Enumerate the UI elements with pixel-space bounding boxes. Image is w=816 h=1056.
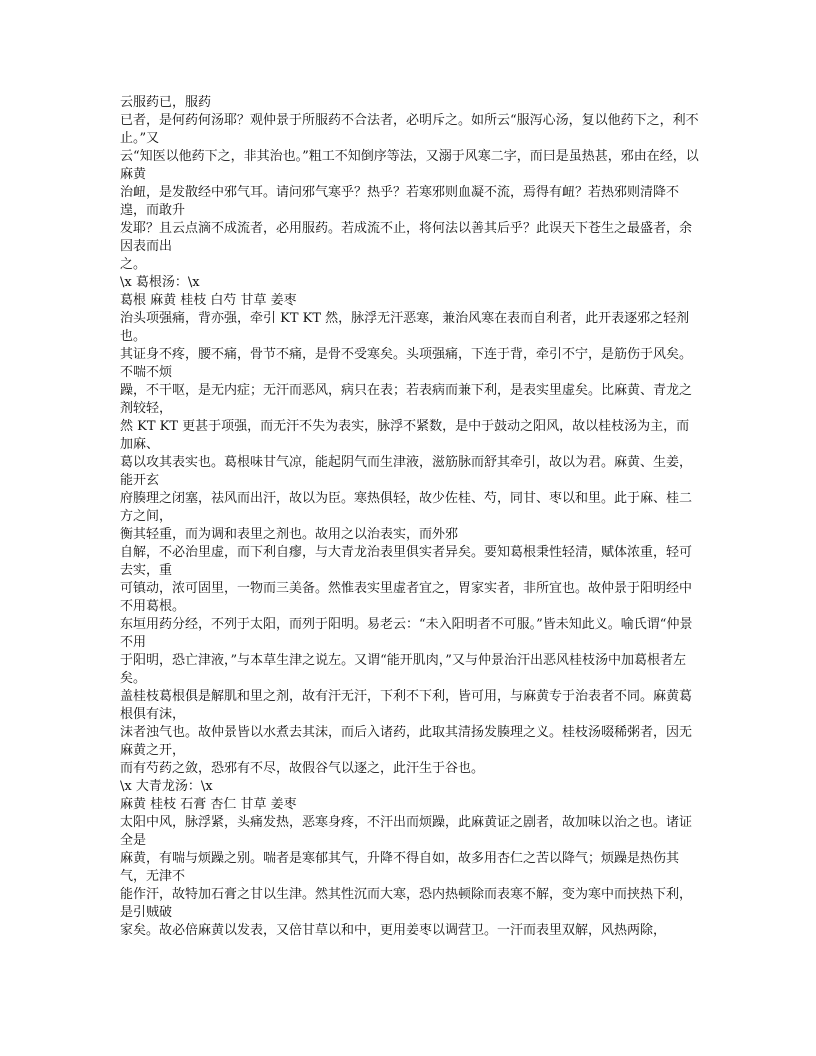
text-line: 沫者浊气也。故仲景皆以水煮去其沫，而后入诸药，此取其清扬发腠理之义。桂枝汤啜稀粥者，因无麻黄之开， — [120, 725, 693, 758]
text-line: 云服药已，服药 — [120, 95, 212, 110]
text-line: 能作汗，故特加石膏之甘以生津。然其性沉而大寒，恐内热顿除而表寒不解，变为寒中而挟热下利，是引贼破 — [120, 887, 693, 920]
section-heading: \x 葛根汤：\x — [120, 275, 200, 290]
text-line: 家矣。故必倍麻黄以发表，又倍甘草以和中，更用姜枣以调营卫。一汗而表里双解，风热两除， — [120, 923, 667, 938]
text-line: 而有芍药之敛，恐邪有不尽，故假谷气以逐之，此汗生于谷也。 — [120, 761, 485, 776]
text-line: 发耶？且云点滴不成流者，必用服药。若成流不止，将何法以善其后乎？此误天下苍生之最盛者，余因表而出 — [120, 221, 693, 254]
text-line: 自解，不必治里虚，而下利自瘳，与大青龙治表里俱实者异矣。要知葛根秉性轻清，赋体浓重，轻可去实，重 — [120, 545, 693, 578]
ingredient-list: 麻黄 桂枝 石膏 杏仁 甘草 姜枣 — [120, 797, 297, 812]
text-line: 治头项强痛，背亦强，牵引 KT KT 然，脉浮无汗恶寒，兼治风寒在表而自利者，此开表逐邪之轻剂也。 — [120, 311, 690, 344]
text-line: 治衄，是发散经中邪气耳。请问邪气寒乎？热乎？若寒邪则血凝不流，焉得有衄？若热邪则清降不遑，而敢升 — [120, 185, 680, 218]
text-line: 衡其轻重，而为调和表里之剂也。故用之以治表实，而外邪 — [120, 527, 459, 542]
section-heading: \x 大青龙汤：\x — [120, 779, 213, 794]
text-line: 躁，不干呕，是无内症；无汗而恶风，病只在表；若表病而兼下利，是表实里虚矣。比麻黄、青龙之剂较轻， — [120, 383, 693, 416]
text-line: 可镇动，浓可固里，一物而三美备。然惟表实里虚者宜之，胃家实者，非所宜也。故仲景于阳明经中不用葛根。 — [120, 581, 693, 614]
text-line: 之。 — [120, 257, 147, 272]
text-line: 太阳中风，脉浮紧，头痛发热，恶寒身疼，不汗出而烦躁，此麻黄证之剧者，故加味以治之也。诸证全是 — [120, 815, 693, 848]
text-line: 盖桂枝葛根俱是解肌和里之剂，故有汗无汗，下利不下利，皆可用，与麻黄专于治表者不同。麻黄葛根俱有沫， — [120, 689, 693, 722]
text-line: 麻黄，有喘与烦躁之别。喘者是寒郁其气，升降不得自如，故多用杏仁之苦以降气；烦躁是热伤其气，无津不 — [120, 851, 680, 884]
text-line: 已者，是何药何汤耶？观仲景于所服药不合法者，必明斥之。如所云“服泻心汤，复以他药下之，利不止。”又 — [120, 113, 699, 146]
text-line: 东垣用药分经，不列于太阳，而列于阳明。易老云：“未入阳明者不可服。”皆未知此义。喻氏谓“仲景不用 — [120, 617, 693, 650]
text-line: 其证身不疼，腰不痛，骨节不痛，是骨不受寒矣。头项强痛，下连于背，牵引不宁，是筋伤于风矣。不喘不烦 — [120, 347, 693, 380]
text-line: 于阳明，恐亡津液，”与本草生津之说左。又谓“能开肌肉，”又与仲景治汗出恶风桂枝汤中加葛根者左矣。 — [120, 653, 686, 686]
text-line: 然 KT KT 更甚于项强，而无汗不失为表实，脉浮不紧数，是中于鼓动之阳风，故以桂枝汤为主，而加麻、 — [120, 419, 690, 452]
text-line: 葛以攻其表实也。葛根味甘气凉，能起阴气而生津液，滋筋脉而舒其牵引，故以为君。麻黄、生姜，能开玄 — [120, 455, 693, 488]
text-line: 府腠理之闭塞，祛风而出汗，故以为臣。寒热俱轻，故少佐桂、芍，同甘、枣以和里。此于麻、桂二方之间， — [120, 491, 693, 524]
document-page — [120, 94, 700, 940]
text-line: 云“知医以他药下之，非其治也。”粗工不知倒序等法，又溺于风寒二字，而曰是虽热甚，邪由在经，以麻黄 — [120, 149, 699, 182]
ingredient-list: 葛根 麻黄 桂枝 白芍 甘草 姜枣 — [120, 293, 297, 308]
